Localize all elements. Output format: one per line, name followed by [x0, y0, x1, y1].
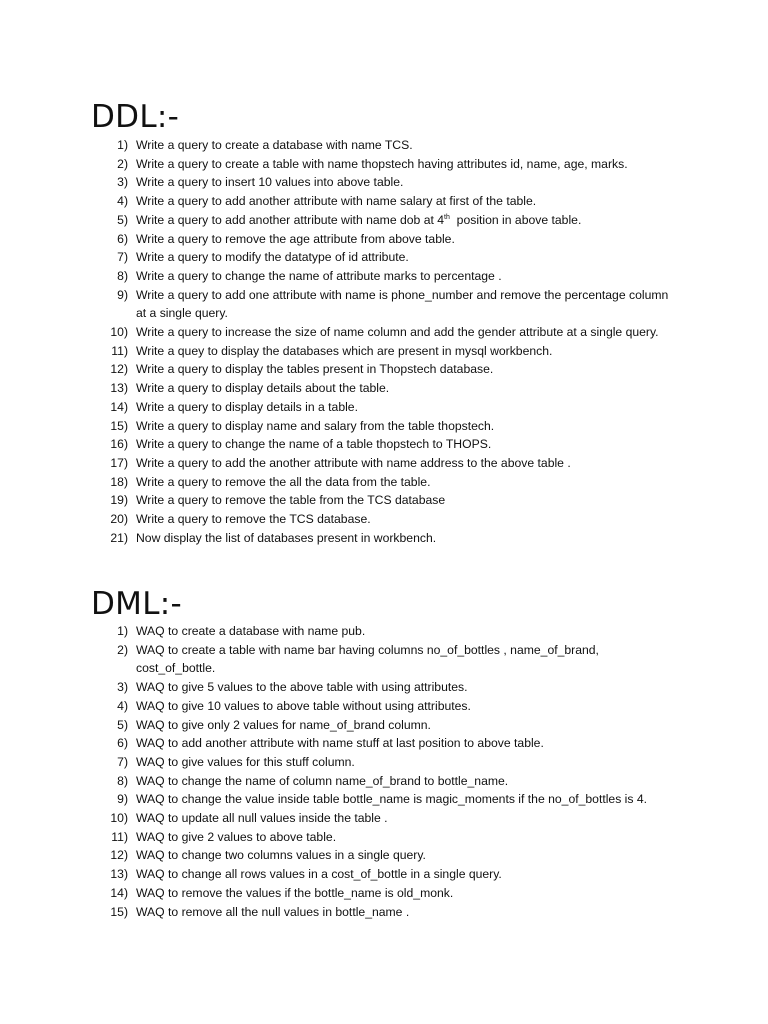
list-item-text: Write a query to create a table with name thopstech having attributes id, name, age, marks.: [136, 156, 628, 171]
dml-list-item: [0, 622, 768, 641]
list-item-number: 6 ): [0, 734, 128, 753]
list-item-text: Write a query to remove the TCS database.: [136, 512, 371, 527]
list-item-number: 7 ): [0, 248, 128, 267]
list-item-text: Write a query to display details about the table.: [136, 381, 390, 396]
dml-list-item: [0, 846, 768, 865]
list-item-text: Write a query to change the name of attribute marks to percentage .: [136, 268, 502, 283]
dml-list-item: [0, 809, 768, 828]
ddl-list-item: [0, 529, 768, 548]
list-item-number: 2 ): [0, 155, 128, 174]
dml-list-item: [0, 884, 768, 903]
list-item-number: 14 ): [0, 884, 128, 903]
list-item-number: 8 ): [0, 772, 128, 791]
list-item-number: 7 ): [0, 753, 128, 772]
dml-list-item: [0, 734, 768, 753]
dml-list-item: [0, 903, 768, 922]
ddl-list-item: [0, 192, 768, 211]
ddl-list-item: [0, 286, 768, 323]
list-item-text: WAQ to change all rows values in a cost_of_bottle in a single query.: [136, 867, 502, 882]
list-item-number: 9 ): [0, 286, 128, 305]
list-item-number: 1 ): [0, 136, 128, 155]
list-item-text: Write a query to insert 10 values into above table.: [136, 175, 404, 190]
list-item-text: Write a query to create a database with name TCS.: [136, 138, 413, 152]
list-item-text: Write a query to add the another attribute with name address to the above table .: [136, 455, 571, 470]
list-item-number: 21 ): [0, 529, 128, 548]
list-item-number: 11 ): [0, 828, 128, 847]
dml-list-item: [0, 753, 768, 772]
list-item-text: WAQ to change two columns values in a single query.: [136, 848, 426, 863]
ddl-list-item: [0, 155, 768, 174]
list-item-number: 10 ): [0, 323, 128, 342]
list-item-number: 18 ): [0, 473, 128, 492]
list-item-number: 5 ): [0, 716, 128, 735]
list-item-text: Write a query to add another attribute with name dob at 4: [136, 212, 445, 227]
list-item-number: 3 ): [0, 173, 128, 192]
list-item-text: Write a query to increase the size of name column and add the gender attribute at a single query.: [136, 325, 659, 340]
dml-list-item: [0, 641, 768, 678]
ddl-list-item: [0, 473, 768, 492]
list-item-number: 5 ): [0, 211, 128, 230]
list-item-number: 8 ): [0, 267, 128, 286]
list-item-number: 3 ): [0, 678, 128, 697]
dml-list-item: [0, 865, 768, 884]
ddl-list-item: [0, 323, 768, 342]
list-item-text: Write a query to modify the datatype of id attribute.: [136, 250, 409, 265]
ddl-list-item: [0, 342, 768, 361]
dml-list-item: [0, 790, 768, 809]
list-item-text: WAQ to remove all the null values in bottle_name .: [136, 904, 410, 919]
list-item-text: WAQ to give only 2 values for name_of_brand column.: [136, 717, 431, 732]
dml-question-list: [0, 622, 768, 921]
list-item-text: Now display the list of databases present in workbench.: [136, 530, 437, 545]
list-item-text: Write a query to display name and salary from the table thopstech.: [136, 418, 495, 433]
list-item-number: 17 ): [0, 454, 128, 473]
list-item-number: 11 ): [0, 342, 128, 361]
list-item-number: 13 ): [0, 865, 128, 884]
list-item-text: Write a query to add another attribute with name salary at first of the table.: [136, 194, 537, 209]
list-item-text: WAQ to create a table with name bar having columns no_of_bottles , name_of_brand, cost_of_bottle.: [136, 642, 599, 676]
list-item-number: 20 ): [0, 510, 128, 529]
list-item-text: WAQ to give 10 values to above table without using attributes.: [136, 698, 471, 713]
ddl-list-item: [0, 360, 768, 379]
ddl-heading: DDL:-: [91, 99, 180, 135]
dml-list-item: [0, 828, 768, 847]
list-item-number: 12 ): [0, 846, 128, 865]
list-item-number: 1 ): [0, 622, 128, 641]
ddl-list-item: [0, 230, 768, 249]
list-item-text: Write a query to remove the all the data from the table.: [136, 474, 431, 489]
ddl-list-item: [0, 267, 768, 286]
ddl-list-item: [0, 510, 768, 529]
list-item-text: WAQ to change the name of column name_of_brand to bottle_name.: [136, 773, 509, 788]
list-item-number: 15 ): [0, 903, 128, 922]
ddl-list-item: [0, 435, 768, 454]
ddl-list-item: [0, 379, 768, 398]
list-item-number: 9 ): [0, 790, 128, 809]
list-item-number: 6 ): [0, 230, 128, 249]
list-item-text: Write a query to remove the age attribute from above table.: [136, 231, 455, 246]
list-item-text: Write a query to change the name of a table thopstech to THOPS.: [136, 437, 492, 452]
ddl-list-item: [0, 173, 768, 192]
list-item-text: Write a query to remove the table from the TCS database: [136, 493, 446, 508]
list-item-number: 16 ): [0, 435, 128, 454]
ddl-list-item: [0, 454, 768, 473]
dml-list-item: [0, 772, 768, 791]
dml-list-item: [0, 697, 768, 716]
list-item-text: WAQ to remove the values if the bottle_name is old_monk.: [136, 885, 454, 900]
ddl-list-item: [0, 211, 768, 230]
list-item-text: WAQ to add another attribute with name stuff at last position to above table.: [136, 736, 544, 751]
list-item-text: WAQ to give 5 values to the above table with using attributes.: [136, 680, 468, 695]
ddl-list-item: [0, 136, 768, 155]
list-item-text: Write a query to add one attribute with name is phone_number and remove the percentage column at a single query.: [136, 287, 669, 321]
list-item-number: 10 ): [0, 809, 128, 828]
ordinal-superscript: th: [444, 213, 450, 221]
list-item-text: WAQ to give values for this stuff column.: [136, 754, 355, 769]
ddl-question-list: [0, 136, 768, 547]
list-item-text: Write a quey to display the databases which are present in mysql workbench.: [136, 343, 553, 358]
list-item-number: 2 ): [0, 641, 128, 660]
dml-heading: DML:-: [91, 586, 183, 622]
dml-list-item: [0, 716, 768, 735]
list-item-number: 14 ): [0, 398, 128, 417]
list-item-number: 4 ): [0, 192, 128, 211]
ddl-list-item: [0, 248, 768, 267]
list-item-number: 15 ): [0, 417, 128, 436]
list-item-number: 12 ): [0, 360, 128, 379]
dml-list-item: [0, 678, 768, 697]
ddl-list-item: [0, 491, 768, 510]
list-item-text: Write a query to display details in a table.: [136, 399, 358, 414]
list-item-text: WAQ to create a database with name pub.: [136, 624, 366, 638]
list-item-text: WAQ to change the value inside table bottle_name is magic_moments if the no_of_bottles is 4.: [136, 792, 648, 807]
list-item-text: Write a query to display the tables present in Thopstech database.: [136, 362, 494, 377]
list-item-text: position in above table.: [449, 212, 582, 227]
list-item-number: 4 ): [0, 697, 128, 716]
ddl-list-item: [0, 417, 768, 436]
list-item-text: WAQ to give 2 values to above table.: [136, 829, 337, 844]
list-item-text: WAQ to update all null values inside the table .: [136, 811, 388, 826]
ddl-list-item: [0, 398, 768, 417]
list-item-number: 13 ): [0, 379, 128, 398]
list-item-number: 19 ): [0, 491, 128, 510]
